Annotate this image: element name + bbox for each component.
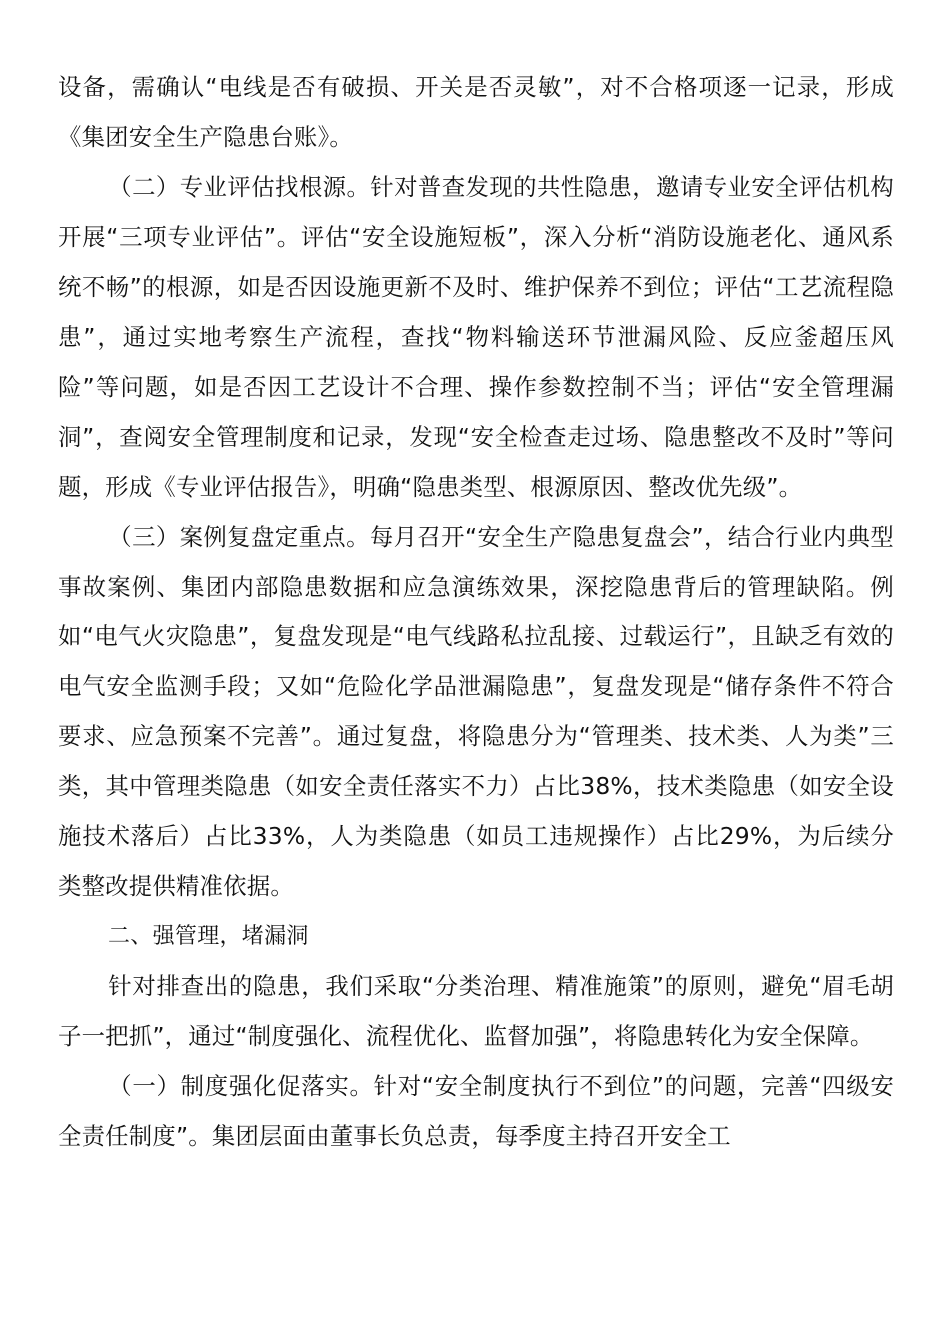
paragraph-professional-assessment: （二）专业评估找根源。针对普查发现的共性隐患，邀请专业安全评估机构开展“三项专业评估”。评估“安全设施短板”，深入分析“消防设施老化、通风系统不畅”的根源，如是否因设施更新不及时、维护保养不到位；评估“工艺流程隐患”，通过实地考察生产流程，查找“物料输送环节泄漏风险、反应釜超压风险”等问题，如是否因工艺设计不合理、操作参数控制不当；评估“安全管理漏洞”，查阅安全管理制度和记录，发现“安全检查走过场、隐患整改不及时”等问题，形成《专业评估报告》，明确“隐患类型、根源原因、整改优先级”。	[58, 172, 894, 501]
paragraph-continuation: 设备，需确认“电线是否有破损、开关是否灵敏”，对不合格项逐一记录，形成《集团安全生产隐患台账》。	[58, 73, 894, 151]
section-heading: 二、强管理，堵漏洞	[108, 924, 309, 950]
paragraph-case-review: （三）案例复盘定重点。每月召开“安全生产隐患复盘会”，结合行业内典型事故案例、集团内部隐患数据和应急演练效果，深挖隐患背后的管理缺陷。例如“电气火灾隐患”，复盘发现是“电气线路私拉乱接、过载运行”，且缺乏有效的电气安全监测手段；又如“危险化学品泄漏隐患”，复盘发现是“储存条件不符合要求、应急预案不完善”。通过复盘，将隐患分为“管理类、技术类、人为类”三类，其中管理类隐患（如安全责任落实不力）占比38%，技术类隐患（如安全设施技术落后）占比33%，人为类隐患（如员工违规操作）占比29%，为后续分类整改提供精准依据。	[58, 522, 894, 901]
paragraph-system-strengthening: （一）制度强化促落实。针对“安全制度执行不到位”的问题，完善“四级安全责任制度”。集团层面由董事长负总责，每季度主持召开安全工	[58, 1072, 894, 1151]
document-page	[58, 63, 894, 1162]
paragraph-section-intro: 针对排查出的隐患，我们采取“分类治理、精准施策”的原则，避免“眉毛胡子一把抓”，通过“制度强化、流程优化、监督加强”，将隐患转化为安全保障。	[58, 972, 894, 1051]
